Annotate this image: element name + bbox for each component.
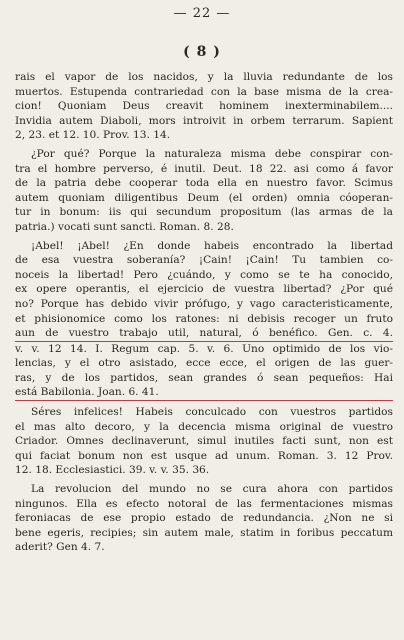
paragraph-4 [15,405,393,478]
text-line: Invidia autem Diaboli, mors introivit in orbem terrarum. Sapient [15,114,393,127]
text-line: ¡Abel! ¡Abel! ¿En donde habeis encontrado la libertad [31,239,393,252]
text-line: et phisionomice como los ratones: ni debisis recoger un fruto [15,312,393,325]
paragraph-2 [15,147,393,235]
page-body [15,70,393,559]
text-line-underlined: aun de vuestro trabajo util, natural, ó benéfico. Gen. c. 4. [15,326,393,342]
text-line: noceis la libertad! Pero ¿cuándo, y como se te ha conocido, [15,268,393,281]
paragraph-5 [15,482,393,555]
page-number: — 22 — [173,6,231,21]
text-line: bene egeris, recipies; sin autem male, statim in foribus peccatum [15,526,393,539]
text-line: qui faciat bonum non est usque ad unum. Roman. 3. 12 Prov. [15,449,393,462]
section-marker: ( 8 ) [183,44,221,60]
text-line: patria.) vocati sunt sancti. Roman. 8. 28. [15,220,234,233]
text-line-underlined: está Babilonia. Joan. 6. 41. [15,385,393,401]
text-line: de la patria debe cooperar toda ella en nuestro favor. Scimus [15,177,393,190]
text-line: de esa vuestra soberanía? ¡Cain! ¡Cain! Tu tambien co- [15,254,393,267]
text-line: ¿Por qué? Porque la naturaleza misma debe conspirar con- [31,147,393,160]
text-line: Séres infelices! Habeis conculcado con vuestros partidos [31,406,393,419]
text-line: no? Porque has debido vivir prófugo, y vago caracteristicamente, [15,297,393,310]
text-line: autem quoniam diligentibus Deum (el orden) omnia cóoperan- [15,191,393,204]
text-line: feroniacas de ese propio estado de redundancia. ¿Non ne si [15,512,393,525]
text-line: 2, 23. et 12. 10. Prov. 13. 14. [15,129,171,142]
text-line: ningunos. Ella es efecto notoral de las fermentaciones mismas [15,497,393,510]
text-line: La revolucion del mundo no se cura ahora con partidos [31,483,393,496]
paragraph-1 [15,70,393,143]
paragraph-3 [15,239,393,402]
text-line: tra el hombre perverso, é inutil. Deut. 18 22. asi como á favor [15,162,393,175]
text-line: v. v. 12 14. I. Regum cap. 5. v. 6. Uno optimido de los vio- [15,342,393,355]
text-line: lencias, y el otro asistado, ecce ecce, el origen de las guer- [15,357,393,370]
text-line: tur in bonum: iis qui secundum propositum (las armas de la [15,206,393,219]
text-line: ex opere operantis, el ejercicio de vuestra libertad? ¿Por qué [15,283,393,296]
text-line: aderit? Gen 4. 7. [15,541,105,554]
text-line: el mas alto decoro, y la decencia misma original de vuestro [15,420,393,433]
text-line: cion! Quoniam Deus creavit hominem inexterminabilem.... [15,100,393,113]
text-line: ras, y de los partidos, sean grandes ó sean pequeños: Hai [15,371,393,384]
text-line: Criador. Omnes declinaverunt, simul inutiles facti sunt, non est [15,435,393,448]
text-line: muertos. Estupenda contrariedad con la base misma de la crea- [15,85,393,98]
text-line: rais el vapor de los nacidos, y la lluvia redundante de los [15,71,393,83]
text-line: 12. 18. Ecclesiastici. 39. v. v. 35. 36. [15,464,210,477]
